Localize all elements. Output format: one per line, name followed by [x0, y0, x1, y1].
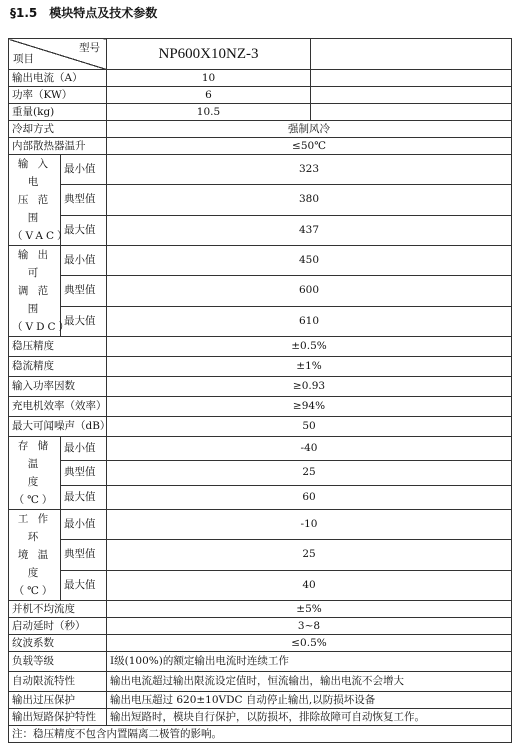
- table-row: [9, 672, 512, 692]
- row-value: ≤0.5%: [107, 635, 512, 652]
- sub-label: 典型值: [61, 185, 107, 215]
- row-value: ≥94%: [107, 397, 512, 417]
- group-label-work-temp: [9, 510, 61, 601]
- empty-cell: [311, 70, 512, 87]
- row-label: 纹波系数: [9, 635, 107, 652]
- row-value: 450: [107, 246, 512, 276]
- header-diagonal-cell: [9, 39, 107, 70]
- row-value: ±5%: [107, 601, 512, 618]
- group-label-line: 境 温 度: [17, 549, 52, 579]
- section-title: §1.5 模块特点及技术参数: [10, 6, 158, 20]
- table-row: [9, 337, 512, 357]
- table-row: [9, 618, 512, 635]
- table-row: [9, 397, 512, 417]
- row-label: 输出短路保护特性: [9, 709, 107, 726]
- sub-label: 最大值: [61, 306, 107, 336]
- table-row: [9, 246, 512, 276]
- sub-label: 最小值: [61, 246, 107, 276]
- table-row: [9, 692, 512, 709]
- group-label-line: （VAC）: [12, 230, 71, 242]
- table-row: [9, 185, 512, 215]
- table-row: [9, 601, 512, 618]
- table-row: [9, 652, 512, 672]
- row-value: 10: [107, 70, 311, 87]
- sub-label: 最小值: [61, 437, 107, 461]
- group-label-line: 压 范 围: [17, 194, 52, 224]
- sub-label: 典型值: [61, 540, 107, 570]
- row-label: 重量(kg): [9, 104, 107, 121]
- sub-label: 最大值: [61, 570, 107, 600]
- row-value: 380: [107, 185, 512, 215]
- row-label: 输入功率因数: [9, 377, 107, 397]
- row-value: 输出短路时，模块自行保护，以防损坏，排除故障可自动恢复工作。: [107, 709, 512, 726]
- row-value: -10: [107, 510, 512, 540]
- sub-label: 最小值: [61, 510, 107, 540]
- row-label: 负载等级: [9, 652, 107, 672]
- table-row: [9, 437, 512, 461]
- sub-label: 最小值: [61, 155, 107, 185]
- row-value: 输出电流超过输出限流设定值时，恒流输出，输出电流不会增大: [107, 672, 512, 692]
- row-value: 25: [107, 461, 512, 485]
- table-note: 注：稳压精度不包含内置隔离二极管的影响。: [9, 726, 512, 743]
- group-label-storage-temp: [9, 437, 61, 510]
- group-label-line: 调 范 围: [17, 285, 52, 315]
- table-row: [9, 635, 512, 652]
- table-row: [9, 138, 512, 155]
- spec-table: [8, 38, 512, 743]
- table-row: [9, 87, 512, 104]
- row-value: 323: [107, 155, 512, 185]
- row-value: 60: [107, 485, 512, 509]
- row-label: 充电机效率（效率）: [9, 397, 107, 417]
- row-label: 最大可闻噪声（dB）: [9, 417, 107, 437]
- row-label: 稳流精度: [9, 357, 107, 377]
- row-label: 并机不均流度: [9, 601, 107, 618]
- table-row: [9, 70, 512, 87]
- row-label: 内部散热器温升: [9, 138, 107, 155]
- group-label-line: （VDC）: [12, 321, 73, 333]
- table-row: [9, 485, 512, 509]
- group-label-line: 输 出 可: [17, 249, 52, 279]
- table-row: [9, 540, 512, 570]
- row-value: ≤50℃: [107, 138, 512, 155]
- row-label: 功率（KW）: [9, 87, 107, 104]
- group-label-line: 工 作 环: [17, 513, 52, 543]
- row-value: 600: [107, 276, 512, 306]
- group-label-output-voltage: [9, 246, 73, 337]
- group-label-line: 度（℃）: [13, 476, 56, 506]
- group-label-line: 存 储 温: [17, 440, 52, 470]
- row-label: 输出电流（A）: [9, 70, 107, 87]
- sub-label: 典型值: [61, 461, 107, 485]
- row-value: 输出电压超过 620±10VDC 自动停止输出,以防损坏设备: [107, 692, 512, 709]
- table-row: [9, 215, 512, 245]
- table-row: [9, 377, 512, 397]
- row-value: ≥0.93: [107, 377, 512, 397]
- empty-cell: [311, 87, 512, 104]
- row-label: 冷却方式: [9, 121, 107, 138]
- empty-cell: [311, 104, 512, 121]
- sub-label: 典型值: [61, 276, 107, 306]
- table-row: [9, 121, 512, 138]
- table-row: [9, 570, 512, 600]
- table-row: [9, 306, 512, 336]
- table-row: [9, 709, 512, 726]
- table-row: [9, 104, 512, 121]
- row-value: 25: [107, 540, 512, 570]
- table-row: [9, 417, 512, 437]
- model-label: 型号: [79, 42, 100, 54]
- row-value: 50: [107, 417, 512, 437]
- row-value: ±1%: [107, 357, 512, 377]
- group-label-input-voltage: [9, 155, 71, 246]
- row-label: 输出过压保护: [9, 692, 107, 709]
- row-value: 6: [107, 87, 311, 104]
- row-label: 稳压精度: [9, 337, 107, 357]
- row-value: 10.5: [107, 104, 311, 121]
- table-row: [9, 461, 512, 485]
- table-row: [9, 276, 512, 306]
- item-label: 项目: [13, 53, 34, 65]
- sub-label: 最大值: [61, 215, 107, 245]
- row-value: 437: [107, 215, 512, 245]
- row-value: 40: [107, 570, 512, 600]
- sub-label: 最大值: [61, 485, 107, 509]
- table-row: [9, 510, 512, 540]
- row-value: 3~8: [107, 618, 512, 635]
- group-label-line: （℃）: [13, 585, 56, 597]
- model-name: NP600X10NZ-3: [107, 39, 311, 70]
- table-row: [9, 357, 512, 377]
- row-label: 自动限流特性: [9, 672, 107, 692]
- row-label: 启动延时（秒）: [9, 618, 107, 635]
- group-label-line: 输 入 电: [17, 158, 52, 188]
- row-value: 强制风冷: [107, 121, 512, 138]
- row-value: -40: [107, 437, 512, 461]
- note-row: [9, 726, 512, 743]
- row-value: ±0.5%: [107, 337, 512, 357]
- table-header-row: [9, 39, 512, 70]
- table-row: [9, 155, 512, 185]
- row-value: Ⅰ级(100%)的额定输出电流时连续工作: [107, 652, 512, 672]
- empty-cell: [311, 39, 512, 70]
- row-value: 610: [107, 306, 512, 336]
